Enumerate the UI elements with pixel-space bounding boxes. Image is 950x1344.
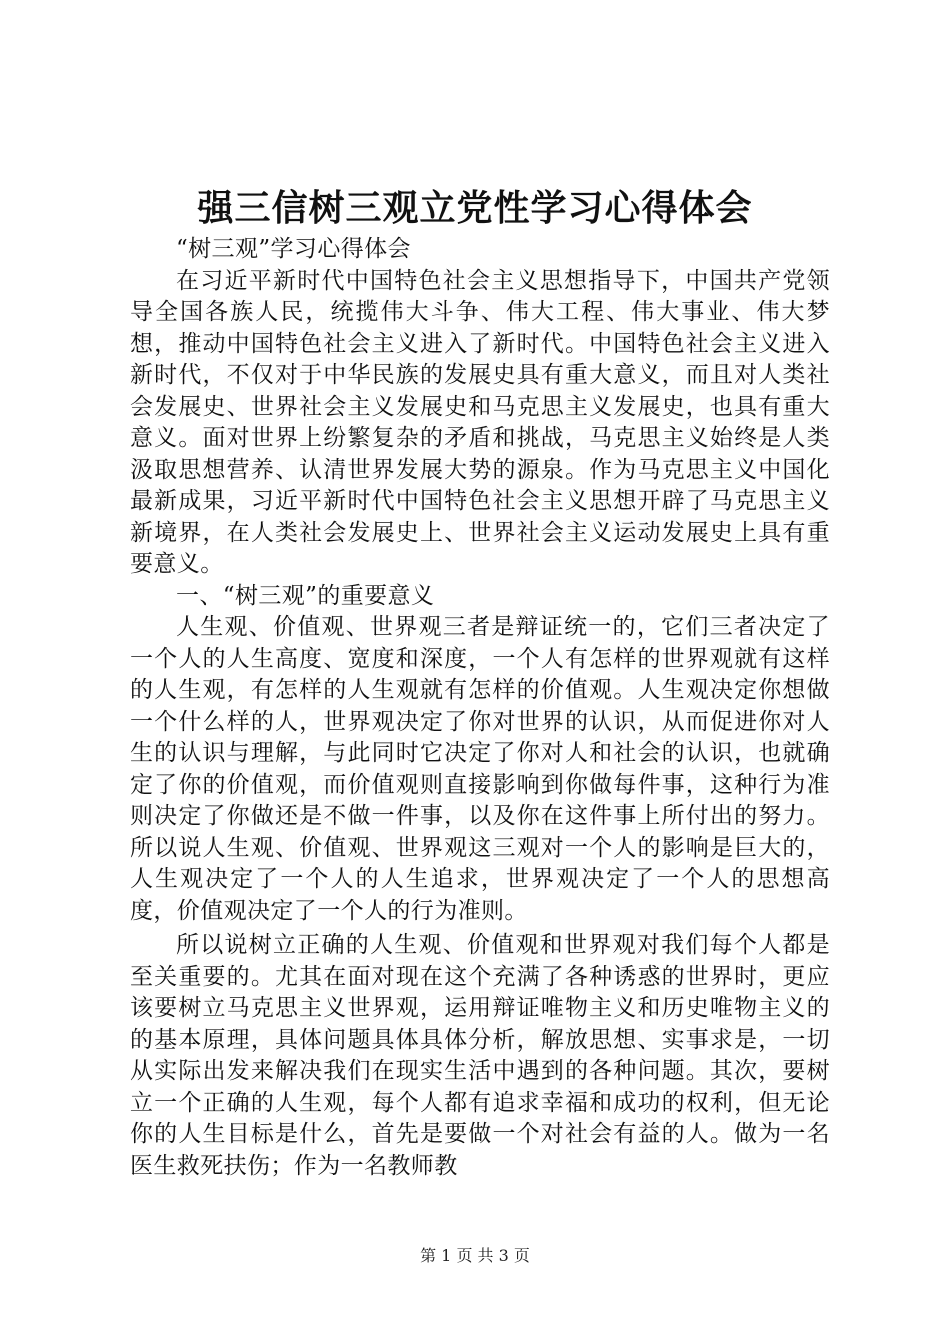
body-paragraph: 所以说树立正确的人生观、价值观和世界观对我们每个人都是至关重要的。尤其在面对现在这个充满了各种诱惑的世界时，更应该要树立马克思主义世界观，运用辩证唯物主义和历史唯物主义的的基本原理，具体问题具体具体分析，解放思想、实事求是，一切从实际出发来解决我们在现实生活中遇到的各种问题。其次，要树立一个正确的人生观，每个人都有追求幸福和成功的权利，但无论你的人生目标是什么，首先是要做一个对社会有益的人。做为一名医生救死扶伤；作为一名教师教 xyxy=(130,932,830,1179)
body-paragraph: 人生观、价值观、世界观三者是辩证统一的，它们三者决定了一个人的人生高度、宽度和深度，一个人有怎样的世界观就有这样的人生观，有怎样的人生观就有怎样的价值观。人生观决定你想做一个什么样的人，世界观决定了你对世界的认识，从而促进你对人生的认识与理解，与此同时它决定了你对人和社会的认识，也就确定了你的价值观，而价值观则直接影响到你做每件事，这种行为准则决定了你做还是不做一件事，以及你在这件事上所付出的努力。所以说人生观、价值观、世界观这三观对一个人的影响是巨大的，人生观决定了一个人的人生追求，世界观决定了一个人的思想高度，价值观决定了一个人的行为准则。 xyxy=(130,614,830,924)
document-body xyxy=(130,234,830,1182)
page-number: 第 1 页 共 3 页 xyxy=(420,1246,530,1265)
section-heading: 一、“树三观”的重要意义 xyxy=(176,582,435,609)
subtitle-paragraph: “树三观”学习心得体会 xyxy=(176,236,411,262)
intro-paragraph: 在习近平新时代中国特色社会主义思想指导下，中国共产党领导全国各族人民，统揽伟大斗争、伟大工程、伟大事业、伟大梦想，推动中国特色社会主义进入了新时代。中国特色社会主义进入新时代，不仅对于中华民族的发展史具有重大意义，而且对人类社会发展史、世界社会主义发展史和马克思主义发展史，也具有重大意义。面对世界上纷繁复杂的矛盾和挑战，马克思主义始终是人类汲取思想营养、认清世界发展大势的源泉。作为马克思主义中国化最新成果，习近平新时代中国特色社会主义思想开辟了马克思主义新境界，在人类社会发展史上、世界社会主义运动发展史上具有重要意义。 xyxy=(130,267,830,577)
document-title: 强三信树三观立党性学习心得体会 xyxy=(197,187,753,229)
